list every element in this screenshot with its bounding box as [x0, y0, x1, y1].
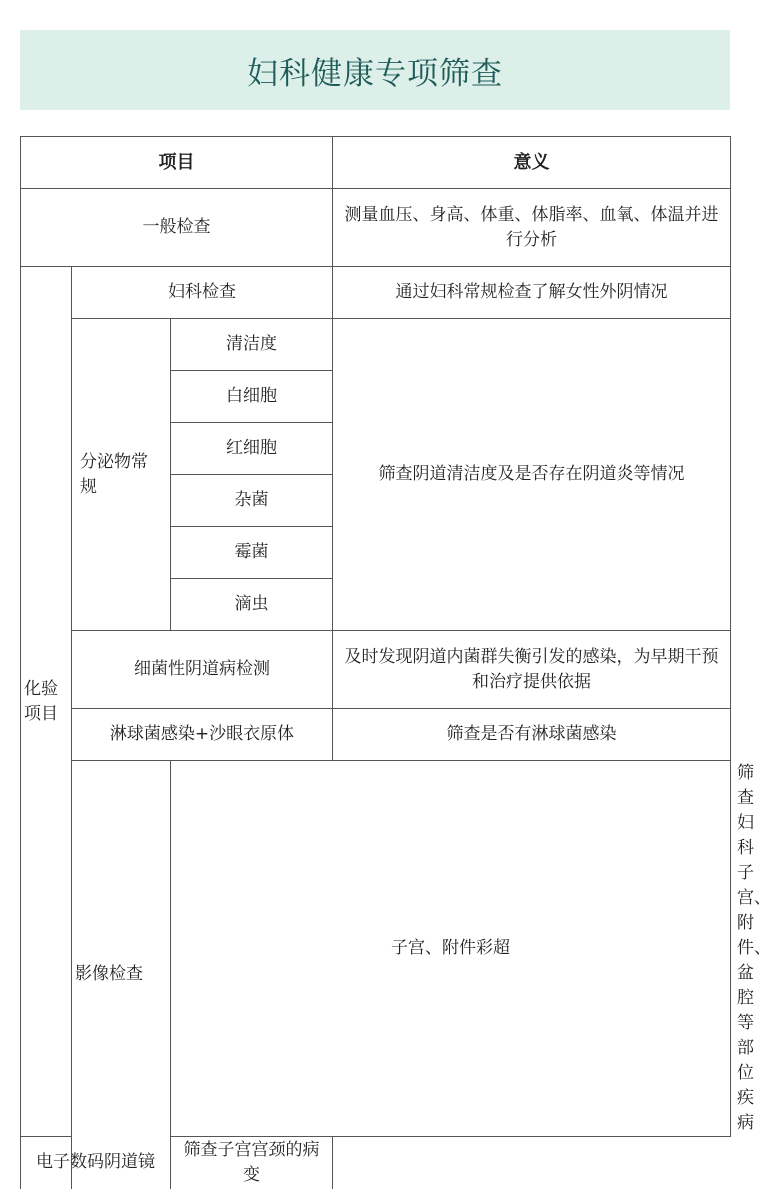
secretion-label: 分泌物常规	[72, 319, 171, 631]
table-row: 影像检查 子宫、附件彩超 筛查妇科子宫、附件、盆腔等部位疾病	[21, 761, 731, 1137]
header-meaning: 意义	[333, 137, 731, 189]
title-banner	[20, 30, 730, 110]
table-row	[21, 267, 731, 319]
secretion-item: 白细胞	[171, 371, 333, 423]
gonorrhea-meaning: 筛查是否有淋球菌感染	[333, 709, 731, 761]
secretion-item: 清洁度	[171, 319, 333, 371]
imaging-category: 影像检查	[72, 761, 171, 1189]
secretion-item: 杂菌	[171, 475, 333, 527]
general-check-label: 一般检查	[21, 189, 333, 267]
gyn-check-meaning: 通过妇科常规检查了解女性外阴情况	[333, 267, 731, 319]
bacterial-label: 细菌性阴道病检测	[72, 631, 333, 709]
secretion-item: 红细胞	[171, 423, 333, 475]
table-row	[21, 189, 731, 267]
secretion-meaning: 筛查阴道清洁度及是否存在阴道炎等情况	[333, 319, 731, 631]
table-row	[21, 709, 731, 761]
lab-category: 化验项目	[21, 267, 72, 1137]
table-header-row	[21, 137, 731, 189]
gonorrhea-label: 淋球菌感染+沙眼衣原体	[72, 709, 333, 761]
general-check-meaning: 测量血压、身高、体重、体脂率、血氧、体温并进行分析	[333, 189, 731, 267]
ultrasound-label: 子宫、附件彩超	[171, 761, 731, 1137]
table-row	[21, 631, 731, 709]
colposcope-meaning: 筛查子宫宫颈的病变	[171, 1137, 333, 1189]
bacterial-meaning: 及时发现阴道内菌群失衡引发的感染，为早期干预和治疗提供依据	[333, 631, 731, 709]
table-row	[21, 319, 731, 371]
header-item: 项目	[21, 137, 333, 189]
secretion-item: 滴虫	[171, 579, 333, 631]
table-row	[21, 1137, 731, 1189]
colposcope-label: 电子数码阴道镜	[21, 1137, 171, 1189]
secretion-item: 霉菌	[171, 527, 333, 579]
gyn-check-label: 妇科检查	[72, 267, 333, 319]
screening-table	[20, 136, 771, 1189]
page-title: 妇科健康专项筛查	[247, 55, 503, 92]
